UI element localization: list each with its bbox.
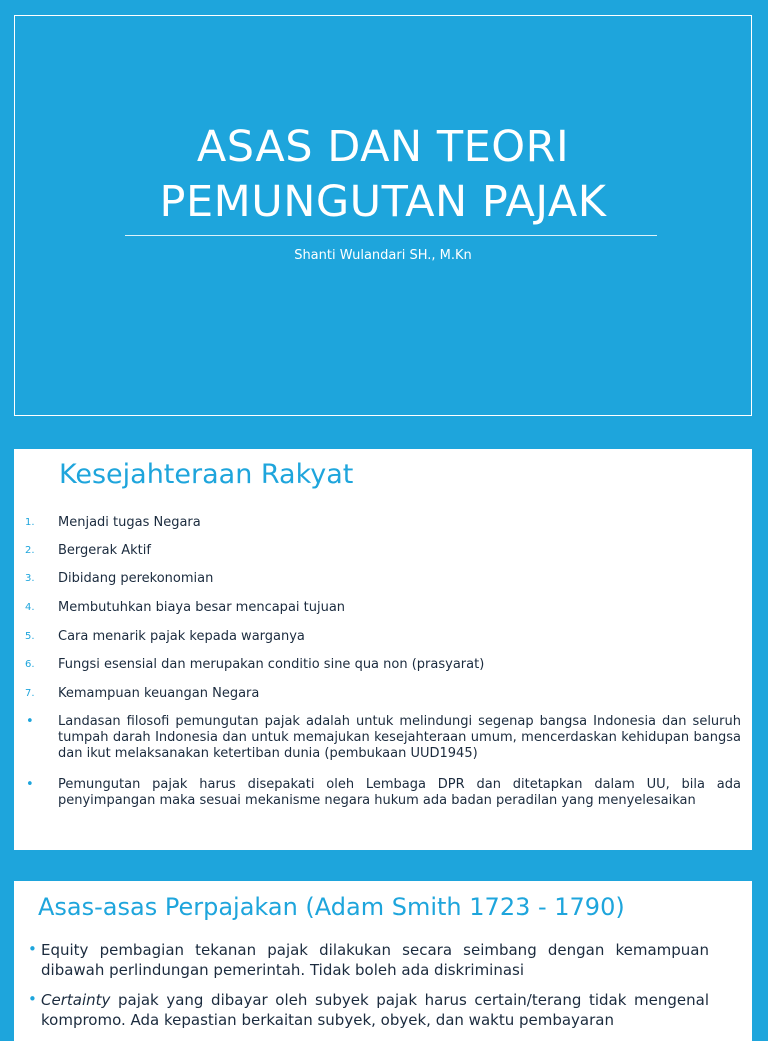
list-number: 7. <box>25 688 35 699</box>
slide2-heading: Kesejahteraan Rakyat <box>59 459 354 490</box>
bullet-text: Pemungutan pajak harus disepakati oleh Lembaga DPR dan ditetapkan dalam UU, bila ada penyimpangan maka sesuai mekanisme negara hukum ada badan peradilan yang menyelesaikan <box>58 777 741 808</box>
list-text: Menjadi tugas Negara <box>58 515 201 530</box>
list-number: 1. <box>25 517 35 528</box>
list-text: Fungsi esensial dan merupakan conditio sine qua non (prasyarat) <box>58 657 485 672</box>
slide-subtitle: Shanti Wulandari SH., M.Kn <box>294 248 472 263</box>
slide3-heading: Asas-asas Perpajakan (Adam Smith 1723 - 1790) <box>38 893 625 921</box>
list-text: Cara menarik pajak kepada warganya <box>58 629 305 644</box>
list-text: Dibidang perekonomian <box>58 571 214 586</box>
list-text: Membutuhkan biaya besar mencapai tujuan <box>58 600 346 615</box>
title-slide <box>14 15 752 416</box>
slide-title <box>15 120 751 230</box>
bullet-text: Equity pembagian tekanan pajak dilakukan secara seimbang dengan kemampuan dibawah perlindungan pemerintah. Tidak boleh ada diskriminasi <box>41 941 709 979</box>
bullet-icon: • <box>26 714 34 729</box>
list-number: 3. <box>25 573 35 584</box>
list-number: 5. <box>25 631 35 642</box>
bullet-text <box>41 990 709 1030</box>
title-divider <box>125 235 657 236</box>
certainty-text: pajak yang dibayar oleh subyek pajak harus certain/terang tidak mengenal kompromo. Ada kepastian berkaitan subyek, obyek, dan waktu pembayaran <box>41 991 709 1029</box>
asas-perpajakan-slide <box>14 881 752 1041</box>
title-line-1: ASAS DAN TEORI <box>196 122 570 172</box>
list-number: 4. <box>25 602 35 613</box>
bullet-text: Landasan filosofi pemungutan pajak adalah untuk melindungi segenap bangsa Indonesia dan seluruh tumpah darah Indonesia dan untuk memajukan kesejahteraan umum, mencerdaskan kehidupan bangsa dan ikut melaksanakan ketertiban dunia (pembukaan UUD1945) <box>58 714 741 761</box>
list-number: 6. <box>25 659 35 670</box>
kesejahteraan-slide <box>14 449 752 850</box>
list-number: 2. <box>25 545 35 556</box>
bullet-icon: • <box>28 990 37 1008</box>
bullet-icon: • <box>28 940 37 958</box>
bullet-icon: • <box>26 777 34 792</box>
title-line-2: PEMUNGUTAN PAJAK <box>159 177 607 227</box>
list-text: Kemampuan keuangan Negara <box>58 686 260 701</box>
list-text: Bergerak Aktif <box>58 543 151 558</box>
certainty-term: Certainty <box>41 991 111 1009</box>
